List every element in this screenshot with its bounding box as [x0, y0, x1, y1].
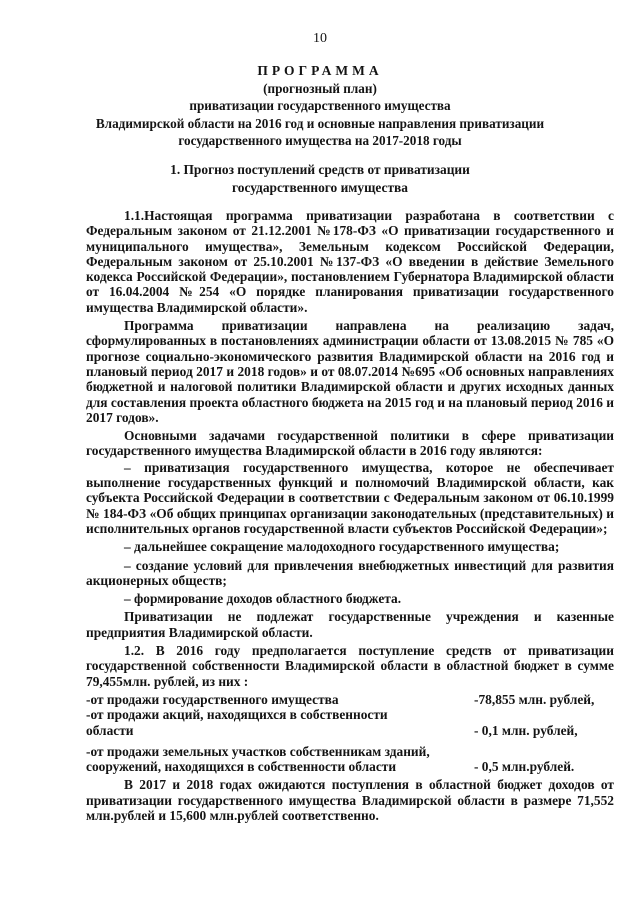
income-row-shares — [86, 707, 614, 722]
income-amount-spacer — [474, 707, 614, 722]
document-title — [60, 62, 580, 150]
paragraph-1-2: 1.2. В 2016 году предполагается поступление средств от приватизации государственной собственности Владимирской области в областной бюджет в сумме 79,455млн. рублей, из них : — [86, 643, 614, 689]
list-item-privatization: – приватизация государственного имущества, которое не обеспечивает выполнение государственных функций и полномочий Владимирской области, как субъекта Российской Федерации в соответствии с Федеральным законом от 06.10.1999 № 184-ФЗ «Об общих принципах организации законодательных (представительных) и исполнительных органов государственной власти субъектов Российской Федерации»; — [86, 459, 614, 536]
income-row-shares-cont — [86, 723, 614, 738]
income-label: области — [86, 722, 134, 738]
income-amount-spacer — [474, 744, 614, 759]
list-item-reduction: – дальнейшее сокращение малодоходного государственного имущества; — [124, 539, 560, 555]
income-amount: - 0,5 млн.рублей. — [474, 759, 575, 775]
income-row-property — [86, 692, 614, 707]
list-item-investments: – создание условий для привлечения внебюджетных инвестиций для развития акционерных обществ; — [86, 557, 614, 588]
paragraph-1-1: 1.1.Настоящая программа приватизации разработана в соответствии с Федеральным законом от 21.12.2001 №178-ФЗ «О приватизации государственного и муниципального имущества», Земельным кодексом Российской Федерации, Федеральным законом от 25.10.2001 №137-ФЗ «О введении в действие Земельного кодекса Российской Федерации», постановлением Губернатора Владимирской области от 16.04.2004 №254 «О порядке планирования приватизации государственного имущества Владимирской области». — [86, 208, 614, 315]
income-label: сооружений, находящихся в собственности области — [86, 759, 397, 775]
page-number: 10 — [313, 31, 327, 46]
section-heading-line-1: 1. Прогноз поступлений средств от приватизации — [170, 162, 470, 177]
section-heading-line-2: государственного имущества — [232, 179, 408, 195]
income-amount: - 0,1 млн. рублей, — [474, 722, 578, 738]
income-label: -от продажи государственного имущества — [86, 691, 339, 707]
document-body — [86, 208, 614, 826]
income-label: -от продажи земельных участков собственникам зданий, — [86, 743, 430, 759]
title-program: ПРОГРАММА — [257, 63, 383, 78]
title-subtitle: (прогнозный план) — [263, 80, 377, 96]
income-list — [86, 692, 614, 774]
paragraph-2017-2018: В 2017 и 2018 годах ожидаются поступления в областной бюджет доходов от приватизации государственного имущества Владимирской области в размере 71,552 млн.рублей и 15,600 млн.рублей соответственно. — [86, 777, 614, 823]
title-line-3: приватизации государственного имущества — [189, 98, 451, 113]
paragraph-exclusions: Приватизации не подлежат государственные учреждения и казенные предприятия Владимирской области. — [86, 609, 614, 640]
title-line-4: Владимирской области на 2016 год и основные направления приватизации — [95, 115, 545, 131]
income-amount: -78,855 млн. рублей, — [474, 691, 595, 707]
list-item-revenue: – формирование доходов областного бюджета. — [124, 591, 402, 607]
income-row-land — [86, 744, 614, 759]
income-label: -от продажи акций, находящихся в собственности — [86, 707, 388, 723]
paragraph-program-goals: Программа приватизации направлена на реализацию задач, сформулированных в постановлениях администрации области от 13.08.2015 № 785 «О прогнозе социально-экономического развития Владимирской области на 2016 год и плановый период 2017 и 2018 годов» и от 08.07.2014 №695 «Об основных направлениях бюджетной и налоговой политики Владимирской области и других исходных данных для составления проекта областного бюджета на 2015 год и на плановый период 2016 и 2017 годов». — [86, 318, 614, 425]
section-heading — [60, 161, 580, 196]
income-row-land-cont — [86, 759, 614, 774]
paragraph-main-tasks: Основными задачами государственной политики в сфере приватизации государственного имущества Владимирской области в 2016 году являются: — [86, 428, 614, 459]
title-line-5: государственного имущества на 2017-2018 годы — [178, 133, 462, 148]
